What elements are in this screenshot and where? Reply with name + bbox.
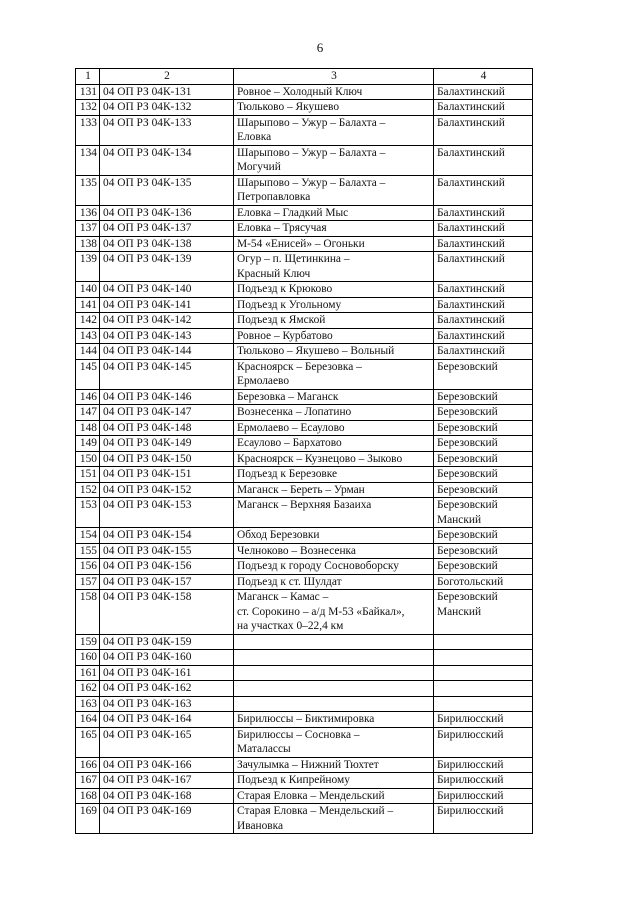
district-line: Балахтинский: [437, 146, 505, 159]
road-name-cell: [234, 634, 434, 650]
district-line: Березовский: [437, 529, 498, 541]
district-cell: [434, 590, 533, 635]
road-name-cell: [234, 788, 434, 804]
table-row: [76, 359, 533, 389]
table-row: [76, 482, 533, 498]
road-name-line: [237, 635, 431, 650]
table-row: [76, 115, 533, 145]
district-cell: [434, 313, 533, 329]
road-name-cell: [234, 420, 434, 436]
road-name-line: ст. Сорокино – а/д М-53 «Байкал»,: [237, 605, 405, 618]
road-name-line: Красноярск – Кузнецово – Зыково: [237, 452, 403, 465]
district-cell: [434, 236, 533, 252]
road-name-cell: [234, 115, 434, 145]
district-cell: [434, 712, 533, 728]
road-code-cell: 04 ОП РЗ 04К-157: [100, 574, 234, 590]
road-name-line: Еловка – Трясучая: [237, 222, 327, 234]
district-cell: [434, 405, 533, 421]
road-name-line: М-54 «Енисей» – Огоньки: [237, 237, 365, 250]
table-row: [76, 405, 533, 421]
district-line: Боготольский: [437, 575, 504, 588]
road-code-cell: 04 ОП РЗ 04К-145: [100, 359, 234, 389]
road-name-line: Шарыпово – Ужур – Балахта –: [237, 116, 386, 129]
district-line: Балахтинский: [437, 176, 505, 189]
district-line: [437, 697, 530, 712]
road-name-cell: [234, 359, 434, 389]
road-name-line: Ермолаево – Есаулово: [237, 421, 345, 434]
district-cell: [434, 420, 533, 436]
road-name-line: Тюльково – Якушево – Вольный: [237, 345, 395, 357]
district-line: Березовский: [437, 360, 498, 373]
district-cell: [434, 757, 533, 773]
table-row: [76, 712, 533, 728]
road-name-cell: [234, 282, 434, 298]
district-line: Березовский: [437, 591, 498, 603]
road-code-cell: 04 ОП РЗ 04К-166: [100, 757, 234, 773]
row-number-cell: 163: [76, 696, 100, 712]
road-code-cell: 04 ОП РЗ 04К-132: [100, 100, 234, 116]
road-code-cell: 04 ОП РЗ 04К-168: [100, 788, 234, 804]
table-row: [76, 451, 533, 467]
table-row: [76, 574, 533, 590]
road-code-cell: 04 ОП РЗ 04К-142: [100, 313, 234, 329]
row-number-cell: 165: [76, 727, 100, 757]
road-name-line: Тюльково – Якушево: [237, 101, 340, 113]
table-row: [76, 773, 533, 789]
row-number-cell: 143: [76, 328, 100, 344]
road-name-line: [237, 681, 431, 696]
road-name-line: Ивановка: [237, 819, 284, 832]
road-code-cell: 04 ОП РЗ 04К-149: [100, 436, 234, 452]
road-name-line: Бирилюссы – Сосновка –: [237, 728, 360, 741]
row-number-cell: 151: [76, 467, 100, 483]
table-row: [76, 145, 533, 175]
road-name-cell: [234, 712, 434, 728]
district-line: Балахтинский: [437, 237, 505, 250]
header-cell-3: 3: [234, 69, 434, 85]
road-name-cell: [234, 574, 434, 590]
district-line: Балахтинский: [437, 314, 505, 326]
table-row: [76, 650, 533, 666]
row-number-cell: 141: [76, 297, 100, 313]
district-cell: [434, 100, 533, 116]
district-cell: [434, 634, 533, 650]
district-cell: [434, 804, 533, 834]
road-name-cell: [234, 650, 434, 666]
district-line: Балахтинский: [437, 101, 505, 113]
district-cell: [434, 328, 533, 344]
road-code-cell: 04 ОП РЗ 04К-143: [100, 328, 234, 344]
district-cell: [434, 84, 533, 100]
table-header-row: [76, 69, 533, 85]
road-code-cell: 04 ОП РЗ 04К-159: [100, 634, 234, 650]
road-name-line: Обход Березовки: [237, 529, 320, 541]
row-number-cell: 169: [76, 804, 100, 834]
road-code-cell: 04 ОП РЗ 04К-140: [100, 282, 234, 298]
district-line: Березовский: [437, 452, 498, 465]
district-line: Балахтинский: [437, 283, 505, 295]
table-row: [76, 344, 533, 360]
row-number-cell: 168: [76, 788, 100, 804]
row-number-cell: 160: [76, 650, 100, 666]
row-number-cell: 157: [76, 574, 100, 590]
road-name-cell: [234, 543, 434, 559]
table-row: [76, 297, 533, 313]
header-cell-2: 2: [100, 69, 234, 85]
header-cell-4: 4: [434, 69, 533, 85]
road-name-line: Петропавловка: [237, 191, 311, 203]
row-number-cell: 161: [76, 665, 100, 681]
road-name-cell: [234, 252, 434, 282]
road-name-cell: [234, 175, 434, 205]
district-cell: [434, 344, 533, 360]
district-cell: [434, 681, 533, 697]
row-number-cell: 154: [76, 528, 100, 544]
district-cell: [434, 727, 533, 757]
district-cell: [434, 650, 533, 666]
road-code-cell: 04 ОП РЗ 04К-138: [100, 236, 234, 252]
row-number-cell: 132: [76, 100, 100, 116]
road-code-cell: 04 ОП РЗ 04К-160: [100, 650, 234, 666]
road-code-cell: 04 ОП РЗ 04К-154: [100, 528, 234, 544]
table-row: [76, 175, 533, 205]
row-number-cell: 135: [76, 175, 100, 205]
district-line: Балахтинский: [437, 329, 505, 342]
road-name-line: Старая Еловка – Мендельский: [237, 789, 385, 802]
district-line: Манский: [437, 605, 482, 618]
district-cell: [434, 498, 533, 528]
road-code-cell: 04 ОП РЗ 04К-158: [100, 590, 234, 635]
road-code-cell: 04 ОП РЗ 04К-135: [100, 175, 234, 205]
district-line: Березовский: [437, 468, 498, 480]
road-name-line: Старая Еловка – Мендельский –: [237, 805, 394, 817]
road-name-cell: [234, 344, 434, 360]
road-name-cell: [234, 773, 434, 789]
road-name-cell: [234, 100, 434, 116]
road-code-cell: 04 ОП РЗ 04К-164: [100, 712, 234, 728]
district-cell: [434, 297, 533, 313]
table-row: [76, 313, 533, 329]
district-cell: [434, 528, 533, 544]
table-row: [76, 100, 533, 116]
road-code-cell: 04 ОП РЗ 04К-163: [100, 696, 234, 712]
row-number-cell: 144: [76, 344, 100, 360]
road-name-cell: [234, 405, 434, 421]
road-name-line: Шарыпово – Ужур – Балахта –: [237, 146, 386, 159]
table-row: [76, 389, 533, 405]
district-line: [437, 650, 530, 665]
road-code-cell: 04 ОП РЗ 04К-165: [100, 727, 234, 757]
road-code-cell: 04 ОП РЗ 04К-152: [100, 482, 234, 498]
road-name-line: [237, 697, 431, 712]
road-name-line: Челноково – Вознесенка: [237, 544, 356, 557]
table-row: [76, 420, 533, 436]
road-code-cell: 04 ОП РЗ 04К-153: [100, 498, 234, 528]
district-cell: [434, 467, 533, 483]
road-name-cell: [234, 436, 434, 452]
table-row: [76, 252, 533, 282]
district-cell: [434, 175, 533, 205]
district-line: Бирилюсский: [437, 713, 504, 725]
road-name-cell: [234, 590, 434, 635]
district-line: [437, 681, 530, 696]
road-name-line: Еловка – Гладкий Мыс: [237, 206, 349, 219]
road-name-line: Бирилюссы – Биктимировка: [237, 713, 375, 725]
road-name-line: Красноярск – Березовка –: [237, 360, 362, 373]
road-code-cell: 04 ОП РЗ 04К-150: [100, 451, 234, 467]
road-name-line: Подъезд к ст. Шулдат: [237, 575, 342, 588]
row-number-cell: 145: [76, 359, 100, 389]
row-number-cell: 162: [76, 681, 100, 697]
road-code-cell: 04 ОП РЗ 04К-155: [100, 543, 234, 559]
road-name-cell: [234, 528, 434, 544]
table-row: [76, 236, 533, 252]
district-line: [437, 666, 530, 681]
table-row: [76, 681, 533, 697]
road-name-line: Подъезд к городу Сосновоборску: [237, 560, 400, 572]
road-code-cell: 04 ОП РЗ 04К-134: [100, 145, 234, 175]
road-name-line: Подъезд к Кипрейному: [237, 774, 350, 786]
table-body: [76, 84, 533, 834]
district-line: Бирилюсский: [437, 789, 504, 802]
road-name-line: Еловка: [237, 131, 272, 143]
table-row: [76, 665, 533, 681]
road-name-line: Подъезд к Березовке: [237, 468, 338, 480]
district-cell: [434, 115, 533, 145]
table-row: [76, 696, 533, 712]
district-cell: [434, 359, 533, 389]
district-cell: [434, 282, 533, 298]
road-code-cell: 04 ОП РЗ 04К-146: [100, 389, 234, 405]
district-cell: [434, 696, 533, 712]
row-number-cell: 147: [76, 405, 100, 421]
road-code-cell: 04 ОП РЗ 04К-133: [100, 115, 234, 145]
road-name-cell: [234, 665, 434, 681]
road-name-cell: [234, 84, 434, 100]
roads-table: [75, 68, 533, 834]
road-name-cell: [234, 757, 434, 773]
road-code-cell: 04 ОП РЗ 04К-151: [100, 467, 234, 483]
table-row: [76, 436, 533, 452]
row-number-cell: 142: [76, 313, 100, 329]
district-line: Бирилюсский: [437, 774, 504, 786]
road-name-line: Шарыпово – Ужур – Балахта –: [237, 176, 386, 189]
table-row: [76, 221, 533, 237]
road-code-cell: 04 ОП РЗ 04К-136: [100, 205, 234, 221]
row-number-cell: 150: [76, 451, 100, 467]
district-line: Балахтинский: [437, 206, 505, 219]
road-code-cell: 04 ОП РЗ 04К-148: [100, 420, 234, 436]
district-cell: [434, 221, 533, 237]
row-number-cell: 164: [76, 712, 100, 728]
district-cell: [434, 205, 533, 221]
road-name-line: Маганск – Камас –: [237, 591, 329, 603]
row-number-cell: 136: [76, 205, 100, 221]
row-number-cell: 153: [76, 498, 100, 528]
road-name-cell: [234, 451, 434, 467]
road-code-cell: 04 ОП РЗ 04К-141: [100, 297, 234, 313]
row-number-cell: 138: [76, 236, 100, 252]
district-line: Березовский: [437, 437, 498, 449]
table-row: [76, 467, 533, 483]
road-code-cell: 04 ОП РЗ 04К-137: [100, 221, 234, 237]
road-code-cell: 04 ОП РЗ 04К-167: [100, 773, 234, 789]
road-name-line: Вознесенка – Лопатино: [237, 406, 352, 418]
road-name-cell: [234, 804, 434, 834]
district-line: Балахтинский: [437, 222, 505, 234]
table-row: [76, 528, 533, 544]
table-row: [76, 498, 533, 528]
district-line: Бирилюсский: [437, 805, 504, 817]
road-name-cell: [234, 205, 434, 221]
road-name-line: Маталассы: [237, 743, 291, 755]
district-cell: [434, 574, 533, 590]
road-code-cell: 04 ОП РЗ 04К-169: [100, 804, 234, 834]
road-name-cell: [234, 467, 434, 483]
road-name-cell: [234, 498, 434, 528]
road-code-cell: 04 ОП РЗ 04К-162: [100, 681, 234, 697]
table-row: [76, 559, 533, 575]
row-number-cell: 156: [76, 559, 100, 575]
table-row: [76, 757, 533, 773]
header-cell-1: 1: [76, 69, 100, 85]
district-line: Бирилюсский: [437, 728, 504, 741]
row-number-cell: 131: [76, 84, 100, 100]
district-line: Балахтинский: [437, 85, 505, 98]
road-name-line: Зачулымка – Нижний Тюхтет: [237, 758, 379, 771]
road-name-line: [237, 666, 431, 681]
road-name-line: Березовка – Маганск: [237, 390, 339, 403]
row-number-cell: 140: [76, 282, 100, 298]
road-name-line: Могучий: [237, 161, 281, 173]
road-name-cell: [234, 389, 434, 405]
row-number-cell: 134: [76, 145, 100, 175]
row-number-cell: 137: [76, 221, 100, 237]
table-row: [76, 543, 533, 559]
district-cell: [434, 788, 533, 804]
road-name-cell: [234, 221, 434, 237]
page-number: 6: [316, 40, 324, 55]
district-line: Манский: [437, 513, 482, 526]
row-number-cell: 158: [76, 590, 100, 635]
road-name-line: Есаулово – Бархатово: [237, 437, 342, 449]
district-line: Березовский: [437, 421, 498, 434]
district-line: Балахтинский: [437, 345, 505, 357]
road-name-cell: [234, 328, 434, 344]
road-name-line: [237, 650, 431, 665]
table-row: [76, 590, 533, 635]
district-line: Балахтинский: [437, 253, 505, 265]
road-name-line: на участках 0–22,4 км: [237, 620, 344, 632]
district-cell: [434, 482, 533, 498]
table-row: [76, 804, 533, 834]
district-line: Балахтинский: [437, 298, 505, 311]
road-name-line: Ровное – Курбатово: [237, 329, 333, 342]
road-name-cell: [234, 727, 434, 757]
road-name-line: Подъезд к Угольному: [237, 298, 342, 311]
row-number-cell: 166: [76, 757, 100, 773]
district-line: Березовский: [437, 483, 498, 496]
road-name-cell: [234, 696, 434, 712]
table-row: [76, 788, 533, 804]
district-cell: [434, 773, 533, 789]
row-number-cell: 139: [76, 252, 100, 282]
road-name-cell: [234, 681, 434, 697]
road-name-line: Маганск – Береть – Урман: [237, 483, 365, 496]
district-line: Березовский: [437, 544, 498, 557]
road-name-line: Ермолаево: [237, 375, 290, 387]
road-code-cell: 04 ОП РЗ 04К-144: [100, 344, 234, 360]
row-number-cell: 146: [76, 389, 100, 405]
road-name-cell: [234, 313, 434, 329]
district-line: Бирилюсский: [437, 758, 504, 771]
district-cell: [434, 559, 533, 575]
road-code-cell: 04 ОП РЗ 04К-131: [100, 84, 234, 100]
table-row: [76, 328, 533, 344]
table-row: [76, 634, 533, 650]
district-line: Березовский: [437, 390, 498, 403]
district-line: [437, 635, 530, 650]
road-name-line: Ровное – Холодный Ключ: [237, 85, 363, 98]
row-number-cell: 148: [76, 420, 100, 436]
district-line: Балахтинский: [437, 116, 505, 129]
road-name-cell: [234, 236, 434, 252]
row-number-cell: 159: [76, 634, 100, 650]
district-line: Березовский: [437, 560, 498, 572]
table-row: [76, 205, 533, 221]
district-line: Березовский: [437, 406, 498, 418]
district-cell: [434, 543, 533, 559]
district-cell: [434, 436, 533, 452]
road-name-line: Красный Ключ: [237, 267, 311, 280]
row-number-cell: 155: [76, 543, 100, 559]
district-cell: [434, 145, 533, 175]
road-name-cell: [234, 559, 434, 575]
row-number-cell: 149: [76, 436, 100, 452]
table-row: [76, 727, 533, 757]
road-name-line: Огур – п. Щетинкина –: [237, 253, 350, 265]
road-code-cell: 04 ОП РЗ 04К-147: [100, 405, 234, 421]
district-cell: [434, 451, 533, 467]
road-code-cell: 04 ОП РЗ 04К-156: [100, 559, 234, 575]
table-row: [76, 282, 533, 298]
road-name-cell: [234, 482, 434, 498]
road-name-line: Подъезд к Крюково: [237, 283, 333, 295]
row-number-cell: 133: [76, 115, 100, 145]
road-name-line: Подъезд к Ямской: [237, 314, 326, 326]
road-code-cell: 04 ОП РЗ 04К-161: [100, 665, 234, 681]
row-number-cell: 167: [76, 773, 100, 789]
district-cell: [434, 389, 533, 405]
row-number-cell: 152: [76, 482, 100, 498]
road-name-cell: [234, 297, 434, 313]
table-row: [76, 84, 533, 100]
district-cell: [434, 252, 533, 282]
district-line: Березовский: [437, 499, 498, 511]
district-cell: [434, 665, 533, 681]
road-code-cell: 04 ОП РЗ 04К-139: [100, 252, 234, 282]
road-name-cell: [234, 145, 434, 175]
road-name-line: Маганск – Верхняя Базаиха: [237, 499, 372, 511]
